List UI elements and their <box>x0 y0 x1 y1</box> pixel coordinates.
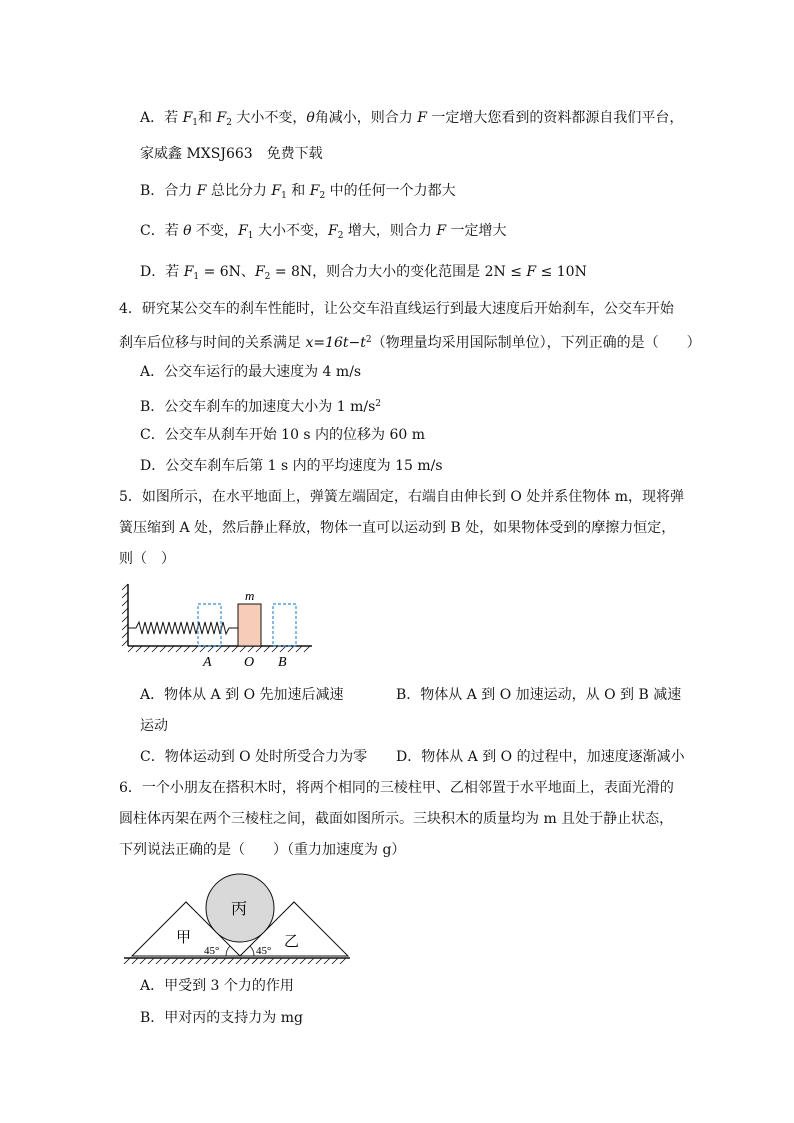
q5-option-b: B．物体从 A 到 O 加速运动，从 O 到 B 减速 <box>396 687 682 703</box>
q6-option-b: B．甲对丙的支持力为 mg <box>140 1010 303 1026</box>
q3-option-c: C．若 θ 不变，$F_1$ 大小不变，$F_2$ 增大，则合力 F 一定增大 <box>140 223 507 241</box>
q5-option-d: D．物体从 A 到 O 的过程中，加速度逐渐减小 <box>396 749 685 765</box>
label-angle-left: 45° <box>204 945 220 957</box>
q4-option-b: B．公交车刹车的加速度大小为 1 $m/s^2$ <box>140 399 382 415</box>
q5-option-a: A．物体从 A 到 O 先加速后减速 <box>140 687 344 703</box>
label-a: A <box>203 655 212 670</box>
q5-stem-line1: 5．如图所示，在水平地面上，弹簧左端固定，右端自由伸长到 O 处并系住物体 m，现将弹 <box>119 489 685 505</box>
q5-stem-line2: 簧压缩到 A 处，然后静止释放，物体一直可以运动到 B 处，如果物体受到的摩擦力恒定， <box>119 520 676 536</box>
label-o: O <box>244 655 255 670</box>
ground-hatch <box>124 958 346 964</box>
q3-option-d: D．若 $F_1 = 6N$、$F_2 = 8N$，则合力大小的变化范围是 2N ≤ F ≤ 10N <box>140 264 587 282</box>
label-jia: 甲 <box>176 930 192 946</box>
prism-cylinder-diagram <box>118 868 358 964</box>
block-m <box>238 604 261 646</box>
q4-stem-line2: 刹车后位移与时间的关系满足 $x=16t-t^2$（物理量均采用国际制单位），下列正确的是（ ） <box>119 335 701 351</box>
wall-hatch <box>122 584 128 646</box>
position-b-dashed-box <box>273 604 296 646</box>
q3-option-b: B．合力 F 总比分力 $F_1$ 和 $F_2$ 中的任何一个力都大 <box>140 183 456 201</box>
q6-stem-line1: 6．一个小朋友在搭积木时，将两个相同的三棱柱甲、乙相邻置于水平地面上，表面光滑的 <box>119 780 674 796</box>
q4-option-a: A．公交车运行的最大速度为 4 m/s <box>140 364 362 380</box>
q3-option-a: A．若 $F_1$和 $F_2$ 大小不变，θ角减小，则合力 F 一定增大您看到的资料都源自我们平台， <box>140 110 684 128</box>
label-yi: 乙 <box>284 934 300 950</box>
q6-option-a: A．甲受到 3 个力的作用 <box>140 978 294 994</box>
ground-hatch <box>128 646 310 652</box>
q5-stem-line3: 则（ ） <box>119 551 175 567</box>
q5-option-c: C．物体运动到 O 处时所受合力为零 <box>140 749 368 765</box>
label-m: m <box>245 588 255 603</box>
label-bing: 丙 <box>231 901 248 918</box>
q6-stem-line3: 下列说法正确的是（ ）（重力加速度为 g） <box>119 842 406 858</box>
q4-option-c: C．公交车从刹车开始 10 s 内的位移为 60 m <box>140 427 426 443</box>
q4-stem-line1: 4．研究某公交车的刹车性能时，让公交车沿直线运行到最大速度后开始刹车，公交车开始 <box>119 301 674 317</box>
spring-block-diagram <box>118 578 318 672</box>
q5-option-b-line2: 运动 <box>140 718 168 734</box>
q3-option-a-line2: 家威鑫 MXSJ663 免费下载 <box>140 146 323 162</box>
label-b: B <box>278 655 287 670</box>
q6-stem-line2: 圆柱体丙架在两个三棱柱之间，截面如图所示。三块积木的质量均为 m 且处于静止状态， <box>119 811 674 827</box>
label-angle-right: 45° <box>256 945 272 957</box>
q4-option-d: D．公交车刹车后第 1 s 内的平均速度为 15 m/s <box>140 458 443 474</box>
